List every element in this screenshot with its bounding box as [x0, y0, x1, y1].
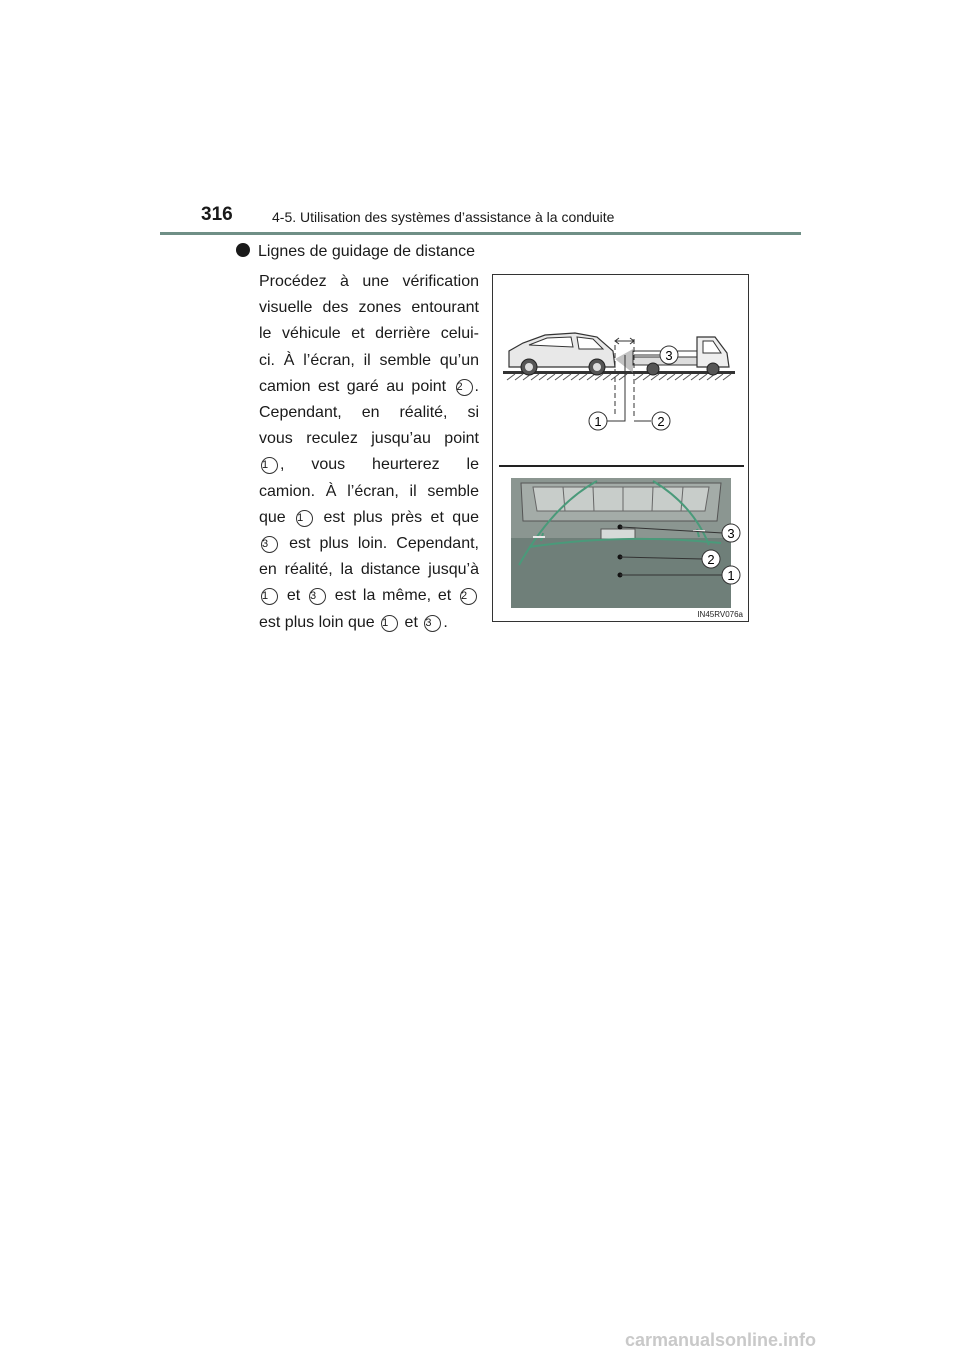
header-rule	[160, 232, 801, 235]
text-line: le véhicule et derrière celui-	[259, 325, 479, 343]
text-fragment: et	[286, 587, 301, 605]
bullet-icon	[236, 243, 250, 257]
text-line: ci. À l’écran, il semble qu’un	[259, 351, 479, 369]
text-fragment: .	[474, 377, 479, 395]
text-fragment: camion est garé au point	[259, 377, 447, 395]
text-line	[259, 374, 479, 400]
callout-3-top: 3	[665, 348, 673, 363]
point-2-marker: 2	[456, 379, 473, 396]
body-paragraph	[259, 269, 479, 636]
text-line: Procédez à une vérification	[259, 273, 479, 290]
text-fragment: est plus loin que	[259, 613, 375, 631]
point-2-marker: 2	[460, 588, 477, 605]
text-line: en réalité, la distance jusqu’à	[259, 561, 479, 579]
callout-3-screen: 3	[727, 526, 735, 541]
point-1-marker: 1	[261, 588, 278, 605]
text-fragment: est plus près et que	[323, 508, 479, 526]
text-fragment: est la même, et	[334, 587, 452, 605]
side-view-scene	[503, 333, 735, 430]
point-1-marker: 1	[261, 457, 278, 474]
bullet-heading	[236, 243, 475, 261]
distance-guide-figure	[492, 274, 749, 622]
text-fragment: .	[443, 613, 448, 631]
camera-screen-view	[511, 478, 740, 608]
text-line	[259, 505, 479, 531]
figure-illustration	[493, 275, 748, 621]
section-title: 4-5. Utilisation des systèmes d’assistance à la conduite	[272, 209, 615, 225]
point-3-marker: 3	[424, 615, 441, 632]
callout-1-top: 1	[594, 414, 602, 429]
text-line: camion. À l’écran, il semble	[259, 482, 479, 500]
point-3-marker: 3	[261, 536, 278, 553]
bullet-title: Lignes de guidage de distance	[258, 243, 476, 260]
text-line: visuelle des zones entourant	[259, 299, 479, 317]
text-fragment: est plus loin. Cependant,	[289, 535, 479, 553]
text-line	[259, 531, 479, 557]
callout-1-screen: 1	[727, 568, 735, 583]
text-fragment: que	[259, 508, 286, 526]
text-line: vous reculez jusqu’au point	[259, 430, 479, 448]
point-3-marker: 3	[309, 588, 326, 605]
page-number: 316	[201, 204, 233, 225]
text-line	[259, 452, 479, 478]
callout-2-screen: 2	[707, 552, 715, 567]
text-fragment: , vous heurterez le	[280, 456, 479, 474]
text-line	[259, 610, 479, 636]
callout-2-top: 2	[657, 414, 665, 429]
text-line: Cependant, en réalité, si	[259, 404, 479, 422]
text-fragment: et	[404, 613, 418, 631]
point-1-marker: 1	[296, 510, 313, 527]
footer-watermark: carmanualsonline.info	[625, 1330, 817, 1350]
text-line	[259, 583, 479, 609]
point-1-marker: 1	[381, 615, 398, 632]
figure-code: IN45RV076a	[697, 610, 743, 619]
